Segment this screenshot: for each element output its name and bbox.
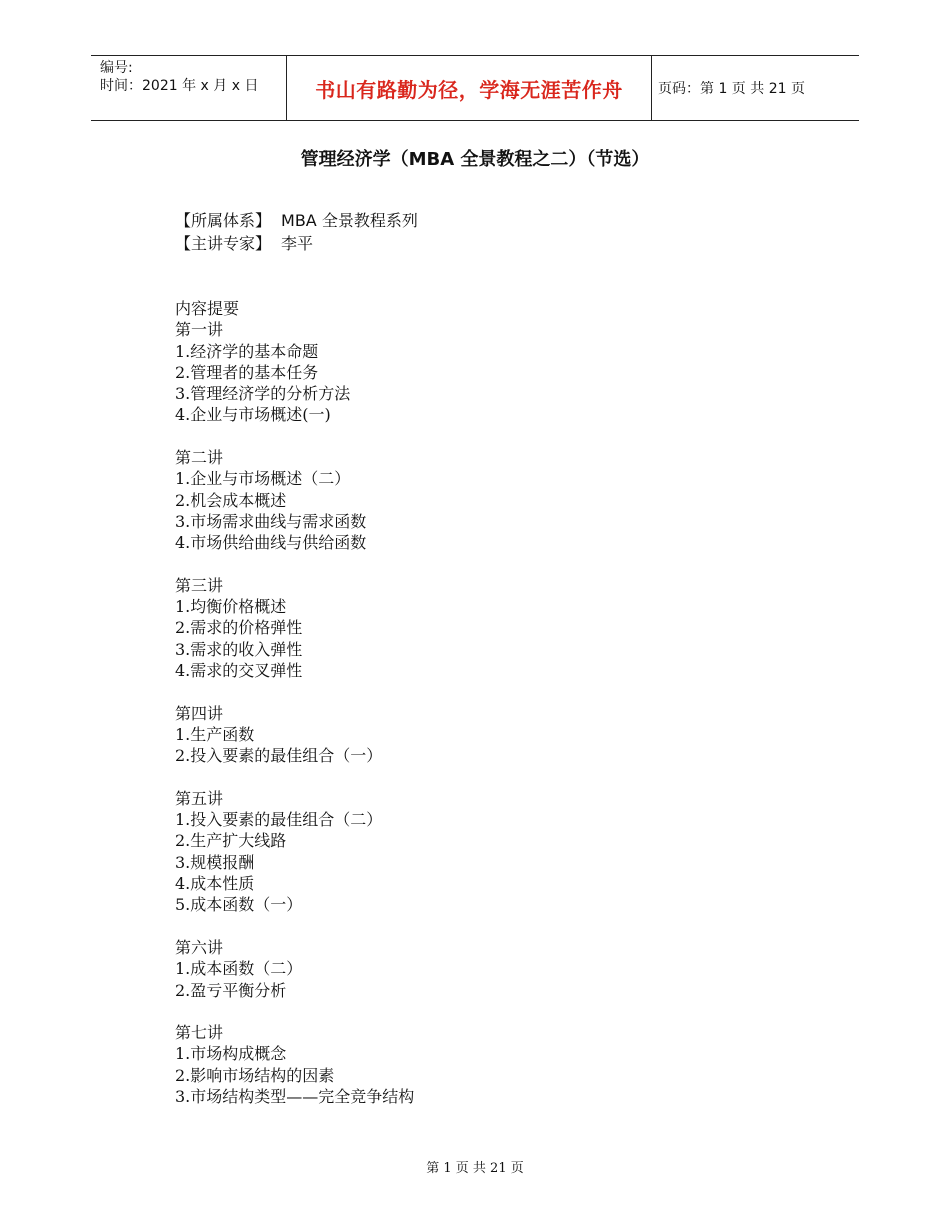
meta-block: [175, 209, 418, 255]
expert-label: 【主讲专家】: [175, 234, 272, 253]
page-footer: 第 1 页 共 21 页: [426, 1161, 524, 1176]
system-row: [175, 209, 418, 232]
lecture-item: 3.市场需求曲线与需求函数: [175, 511, 367, 531]
lecture-section: [175, 703, 414, 767]
lecture-item: 2.管理者的基本任务: [175, 362, 319, 382]
lecture-item: 1.企业与市场概述（二）: [175, 469, 351, 489]
lecture-section: [175, 319, 414, 425]
table-of-contents: [175, 298, 414, 1129]
page-info: 页码：第 1 页 共 21 页: [658, 81, 805, 97]
lecture-item: 1.生产函数: [175, 724, 255, 744]
document-title: 管理经济学（MBA 全景教程之二）（节选）: [300, 149, 650, 170]
lecture-item: 1.市场构成概念: [175, 1044, 287, 1064]
header-motto-cell: [286, 56, 652, 120]
expert-row: [175, 232, 418, 255]
lecture-item: 1.成本函数（二）: [175, 959, 303, 979]
expert-value: 李平: [281, 234, 314, 253]
date-label: 时间：2021 年 x 月 x 日: [100, 78, 259, 94]
lecture-section: [175, 575, 414, 681]
header-page-info: [658, 56, 805, 120]
lecture-section: [175, 447, 414, 553]
lecture-section: [175, 788, 414, 916]
lecture-item: 1.均衡价格概述: [175, 597, 287, 617]
lecture-item: 5.成本函数（一）: [175, 895, 303, 915]
lecture-list: [175, 319, 414, 1107]
motto: 书山有路勤为径，学海无涯苦作舟: [315, 77, 623, 102]
lecture-item: 4.企业与市场概述(一): [175, 405, 331, 425]
lecture-item: 2.投入要素的最佳组合（一）: [175, 746, 383, 766]
lecture-item: 1.经济学的基本命题: [175, 341, 319, 361]
lecture-item: 3.管理经济学的分析方法: [175, 384, 351, 404]
summary-heading: 内容提要: [175, 299, 240, 318]
lecture-item: 4.市场供给曲线与供给函数: [175, 533, 367, 553]
lecture-title: 第四讲: [175, 703, 224, 723]
lecture-item: 4.成本性质: [175, 874, 255, 894]
lecture-title: 第一讲: [175, 320, 224, 340]
serial-label: 编号:: [100, 60, 133, 76]
lecture-title: 第三讲: [175, 575, 224, 595]
lecture-item: 2.需求的价格弹性: [175, 618, 303, 638]
lecture-item: 2.影响市场结构的因素: [175, 1065, 335, 1085]
lecture-item: 3.市场结构类型——完全竞争结构: [175, 1086, 415, 1106]
lecture-item: 2.盈亏平衡分析: [175, 980, 287, 1000]
system-value: MBA 全景教程系列: [281, 211, 418, 230]
lecture-title: 第五讲: [175, 788, 224, 808]
document-header: [91, 55, 859, 121]
lecture-item: 1.投入要素的最佳组合（二）: [175, 810, 383, 830]
lecture-title: 第六讲: [175, 937, 224, 957]
lecture-item: 3.需求的收入弹性: [175, 639, 303, 659]
system-label: 【所属体系】: [175, 211, 272, 230]
lecture-item: 3.规模报酬: [175, 852, 255, 872]
lecture-item: 4.需求的交叉弹性: [175, 661, 303, 681]
lecture-item: 2.机会成本概述: [175, 490, 287, 510]
lecture-item: 2.生产扩大线路: [175, 831, 287, 851]
lecture-title: 第二讲: [175, 448, 224, 468]
lecture-section: [175, 937, 414, 1001]
lecture-title: 第七讲: [175, 1023, 224, 1043]
header-left: [100, 59, 258, 95]
lecture-section: [175, 1022, 414, 1107]
